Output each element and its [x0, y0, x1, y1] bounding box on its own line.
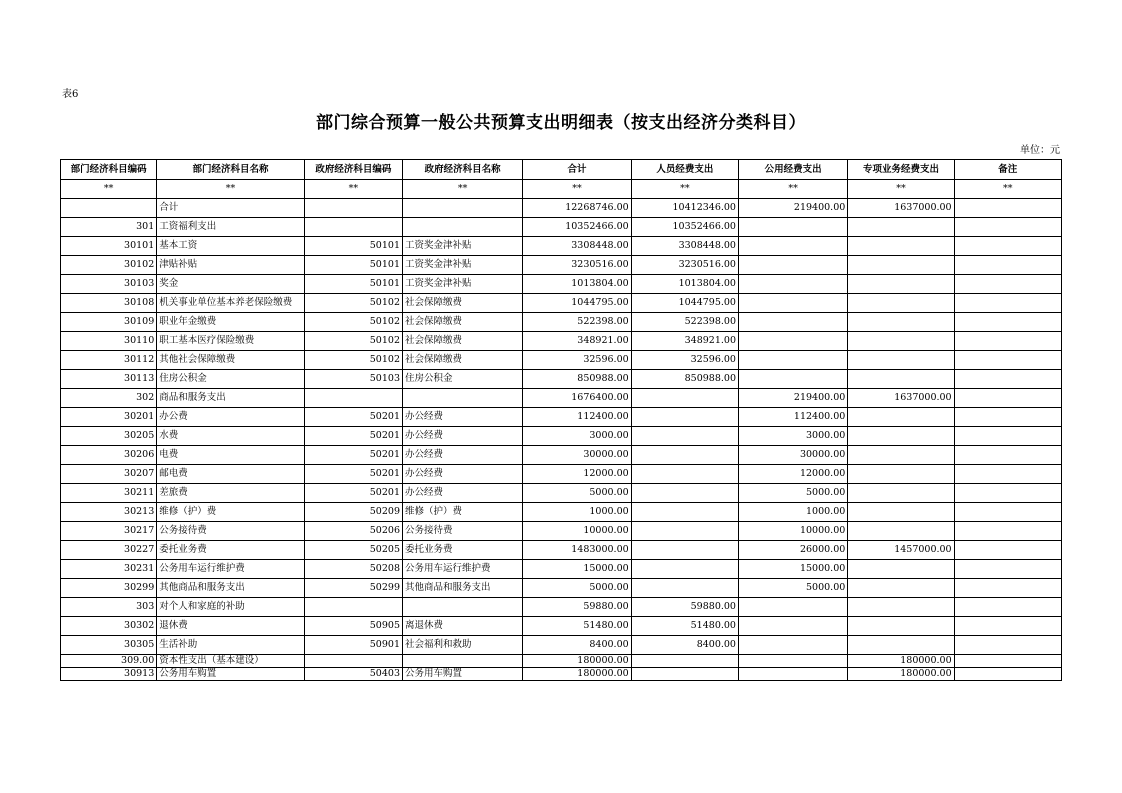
header-gov-code: 政府经济科目编码	[304, 160, 402, 180]
personnel-cell: 10352466.00	[631, 218, 738, 237]
total-cell: 1676400.00	[523, 389, 631, 408]
total-cell: 10000.00	[523, 522, 631, 541]
dept-code-cell: 30206	[61, 446, 157, 465]
gov-name-cell: 社会保障缴费	[403, 351, 523, 370]
table-row	[61, 408, 1062, 427]
gov-code-cell: 50201	[304, 465, 402, 484]
total-cell: 5000.00	[523, 579, 631, 598]
table-row	[61, 237, 1062, 256]
gov-code-cell	[304, 199, 402, 218]
total-cell: 3000.00	[523, 427, 631, 446]
remark-cell	[954, 465, 1061, 484]
header-special: 专项业务经费支出	[848, 160, 954, 180]
special-cell	[848, 617, 954, 636]
public-cell: 30000.00	[738, 446, 847, 465]
gov-code-cell: 50208	[304, 560, 402, 579]
dept-code-cell: 30231	[61, 560, 157, 579]
table-row	[61, 668, 1062, 681]
dept-name-cell: 差旅费	[157, 484, 304, 503]
special-cell	[848, 484, 954, 503]
personnel-cell	[631, 446, 738, 465]
placeholder-row	[61, 180, 1062, 199]
special-cell	[848, 598, 954, 617]
gov-name-cell: 工资奖金津补贴	[403, 256, 523, 275]
dept-name-cell: 电费	[157, 446, 304, 465]
gov-code-cell: 50103	[304, 370, 402, 389]
dept-name-cell: 资本性支出（基本建设）	[157, 655, 304, 668]
public-cell	[738, 351, 847, 370]
star-cell: **	[157, 180, 304, 199]
remark-cell	[954, 484, 1061, 503]
special-cell	[848, 218, 954, 237]
dept-name-cell: 委托业务费	[157, 541, 304, 560]
gov-code-cell	[304, 598, 402, 617]
gov-code-cell	[304, 389, 402, 408]
public-cell: 5000.00	[738, 579, 847, 598]
public-cell	[738, 332, 847, 351]
dept-name-cell: 公务用车购置	[157, 668, 304, 681]
total-cell: 10352466.00	[523, 218, 631, 237]
gov-name-cell	[403, 655, 523, 668]
dept-code-cell: 30913	[61, 668, 157, 681]
public-cell: 10000.00	[738, 522, 847, 541]
dept-code-cell: 30101	[61, 237, 157, 256]
table-row	[61, 579, 1062, 598]
remark-cell	[954, 370, 1061, 389]
dept-code-cell: 30207	[61, 465, 157, 484]
special-cell	[848, 446, 954, 465]
personnel-cell	[631, 427, 738, 446]
dept-name-cell: 工资福利支出	[157, 218, 304, 237]
gov-name-cell: 其他商品和服务支出	[403, 579, 523, 598]
dept-name-cell: 公务接待费	[157, 522, 304, 541]
gov-code-cell	[304, 218, 402, 237]
dept-code-cell: 30103	[61, 275, 157, 294]
dept-name-cell: 公务用车运行维护费	[157, 560, 304, 579]
header-remark: 备注	[954, 160, 1061, 180]
gov-name-cell: 办公经费	[403, 408, 523, 427]
gov-name-cell: 办公经费	[403, 427, 523, 446]
remark-cell	[954, 655, 1061, 668]
remark-cell	[954, 617, 1061, 636]
special-cell	[848, 560, 954, 579]
total-cell: 30000.00	[523, 446, 631, 465]
total-cell: 51480.00	[523, 617, 631, 636]
public-cell	[738, 617, 847, 636]
special-cell: 1637000.00	[848, 199, 954, 218]
personnel-cell: 59880.00	[631, 598, 738, 617]
dept-name-cell: 奖金	[157, 275, 304, 294]
public-cell	[738, 370, 847, 389]
special-cell	[848, 579, 954, 598]
personnel-cell: 8400.00	[631, 636, 738, 655]
gov-name-cell: 委托业务费	[403, 541, 523, 560]
remark-cell	[954, 256, 1061, 275]
special-cell	[848, 294, 954, 313]
public-cell	[738, 237, 847, 256]
total-cell: 12268746.00	[523, 199, 631, 218]
total-cell: 180000.00	[523, 655, 631, 668]
table-row	[61, 503, 1062, 522]
table-row	[61, 427, 1062, 446]
total-cell: 59880.00	[523, 598, 631, 617]
table-row	[61, 332, 1062, 351]
remark-cell	[954, 237, 1061, 256]
special-cell: 1457000.00	[848, 541, 954, 560]
dept-code-cell: 30109	[61, 313, 157, 332]
personnel-cell: 10412346.00	[631, 199, 738, 218]
dept-code-cell: 30302	[61, 617, 157, 636]
remark-cell	[954, 541, 1061, 560]
dept-name-cell: 津贴补贴	[157, 256, 304, 275]
personnel-cell	[631, 655, 738, 668]
gov-code-cell: 50205	[304, 541, 402, 560]
gov-code-cell: 50101	[304, 275, 402, 294]
dept-name-cell: 水费	[157, 427, 304, 446]
dept-code-cell: 30217	[61, 522, 157, 541]
dept-name-cell: 机关事业单位基本养老保险缴费	[157, 294, 304, 313]
gov-name-cell: 公务用车购置	[403, 668, 523, 681]
dept-code-cell: 30110	[61, 332, 157, 351]
gov-name-cell: 社会保障缴费	[403, 332, 523, 351]
table-row	[61, 541, 1062, 560]
personnel-cell: 32596.00	[631, 351, 738, 370]
gov-code-cell: 50905	[304, 617, 402, 636]
gov-code-cell: 50201	[304, 427, 402, 446]
total-cell: 3308448.00	[523, 237, 631, 256]
dept-name-cell: 商品和服务支出	[157, 389, 304, 408]
public-cell: 5000.00	[738, 484, 847, 503]
special-cell	[848, 332, 954, 351]
public-cell: 3000.00	[738, 427, 847, 446]
dept-code-cell: 30227	[61, 541, 157, 560]
remark-cell	[954, 503, 1061, 522]
dept-name-cell: 其他商品和服务支出	[157, 579, 304, 598]
public-cell	[738, 636, 847, 655]
page-title: 部门综合预算一般公共预算支出明细表（按支出经济分类科目）	[316, 113, 806, 133]
table-row	[61, 389, 1062, 408]
dept-code-cell: 30299	[61, 579, 157, 598]
table-row	[61, 446, 1062, 465]
remark-cell	[954, 446, 1061, 465]
public-cell	[738, 668, 847, 681]
personnel-cell: 1044795.00	[631, 294, 738, 313]
special-cell: 180000.00	[848, 655, 954, 668]
header-gov-name: 政府经济科目名称	[403, 160, 523, 180]
personnel-cell	[631, 408, 738, 427]
dept-name-cell: 其他社会保障缴费	[157, 351, 304, 370]
header-row	[61, 160, 1062, 180]
gov-code-cell: 50403	[304, 668, 402, 681]
dept-name-cell: 合计	[157, 199, 304, 218]
table-body	[61, 199, 1062, 681]
dept-code-cell: 309.00	[61, 655, 157, 668]
special-cell	[848, 275, 954, 294]
table-row	[61, 655, 1062, 668]
gov-name-cell: 社会保障缴费	[403, 294, 523, 313]
personnel-cell	[631, 668, 738, 681]
gov-name-cell: 维修（护）费	[403, 503, 523, 522]
table-row	[61, 617, 1062, 636]
table-row	[61, 465, 1062, 484]
gov-name-cell	[403, 199, 523, 218]
dept-code-cell: 30205	[61, 427, 157, 446]
gov-name-cell: 公务用车运行维护费	[403, 560, 523, 579]
remark-cell	[954, 408, 1061, 427]
star-cell: **	[631, 180, 738, 199]
dept-name-cell: 维修（护）费	[157, 503, 304, 522]
public-cell	[738, 598, 847, 617]
gov-code-cell: 50102	[304, 294, 402, 313]
personnel-cell	[631, 541, 738, 560]
public-cell: 12000.00	[738, 465, 847, 484]
star-cell: **	[304, 180, 402, 199]
total-cell: 1483000.00	[523, 541, 631, 560]
total-cell: 180000.00	[523, 668, 631, 681]
gov-name-cell	[403, 598, 523, 617]
special-cell	[848, 256, 954, 275]
gov-name-cell: 工资奖金津补贴	[403, 237, 523, 256]
public-cell	[738, 256, 847, 275]
dept-name-cell: 对个人和家庭的补助	[157, 598, 304, 617]
special-cell	[848, 503, 954, 522]
remark-cell	[954, 351, 1061, 370]
special-cell: 1637000.00	[848, 389, 954, 408]
table-row	[61, 598, 1062, 617]
total-cell: 348921.00	[523, 332, 631, 351]
table-row	[61, 256, 1062, 275]
public-cell	[738, 655, 847, 668]
total-cell: 1044795.00	[523, 294, 631, 313]
remark-cell	[954, 199, 1061, 218]
remark-cell	[954, 579, 1061, 598]
table-row	[61, 351, 1062, 370]
total-cell: 1013804.00	[523, 275, 631, 294]
total-cell: 522398.00	[523, 313, 631, 332]
table-row	[61, 294, 1062, 313]
dept-name-cell: 邮电费	[157, 465, 304, 484]
dept-name-cell: 职工基本医疗保险缴费	[157, 332, 304, 351]
remark-cell	[954, 218, 1061, 237]
personnel-cell	[631, 389, 738, 408]
personnel-cell: 3308448.00	[631, 237, 738, 256]
special-cell	[848, 408, 954, 427]
personnel-cell: 522398.00	[631, 313, 738, 332]
dept-code-cell: 30213	[61, 503, 157, 522]
dept-name-cell: 基本工资	[157, 237, 304, 256]
total-cell: 3230516.00	[523, 256, 631, 275]
table-row	[61, 218, 1062, 237]
remark-cell	[954, 560, 1061, 579]
dept-code-cell: 30113	[61, 370, 157, 389]
special-cell	[848, 351, 954, 370]
star-cell: **	[848, 180, 954, 199]
special-cell	[848, 427, 954, 446]
dept-code-cell: 301	[61, 218, 157, 237]
gov-code-cell	[304, 655, 402, 668]
dept-name-cell: 职业年金缴费	[157, 313, 304, 332]
special-cell	[848, 313, 954, 332]
gov-code-cell: 50201	[304, 408, 402, 427]
public-cell: 15000.00	[738, 560, 847, 579]
table-number-label: 表6	[62, 89, 79, 100]
public-cell: 26000.00	[738, 541, 847, 560]
gov-code-cell: 50101	[304, 256, 402, 275]
public-cell: 1000.00	[738, 503, 847, 522]
table-row	[61, 636, 1062, 655]
dept-code-cell: 303	[61, 598, 157, 617]
budget-detail-table	[60, 159, 1062, 681]
public-cell	[738, 275, 847, 294]
table-row	[61, 370, 1062, 389]
personnel-cell: 850988.00	[631, 370, 738, 389]
gov-code-cell: 50299	[304, 579, 402, 598]
gov-name-cell: 办公经费	[403, 484, 523, 503]
dept-name-cell: 住房公积金	[157, 370, 304, 389]
personnel-cell: 51480.00	[631, 617, 738, 636]
personnel-cell: 1013804.00	[631, 275, 738, 294]
header-total: 合计	[523, 160, 631, 180]
remark-cell	[954, 389, 1061, 408]
header-dept-name: 部门经济科目名称	[157, 160, 304, 180]
dept-code-cell: 302	[61, 389, 157, 408]
special-cell	[848, 636, 954, 655]
gov-code-cell: 50102	[304, 313, 402, 332]
public-cell: 112400.00	[738, 408, 847, 427]
special-cell	[848, 370, 954, 389]
dept-name-cell: 生活补助	[157, 636, 304, 655]
table-row	[61, 484, 1062, 503]
gov-name-cell: 办公经费	[403, 465, 523, 484]
total-cell: 8400.00	[523, 636, 631, 655]
gov-name-cell	[403, 218, 523, 237]
star-cell: **	[954, 180, 1061, 199]
special-cell	[848, 522, 954, 541]
gov-name-cell: 办公经费	[403, 446, 523, 465]
remark-cell	[954, 522, 1061, 541]
header-personnel: 人员经费支出	[631, 160, 738, 180]
dept-code-cell: 30211	[61, 484, 157, 503]
gov-code-cell: 50201	[304, 484, 402, 503]
dept-name-cell: 办公费	[157, 408, 304, 427]
remark-cell	[954, 636, 1061, 655]
remark-cell	[954, 598, 1061, 617]
star-cell: **	[61, 180, 157, 199]
gov-name-cell	[403, 389, 523, 408]
star-cell: **	[403, 180, 523, 199]
public-cell: 219400.00	[738, 199, 847, 218]
dept-code-cell: 30102	[61, 256, 157, 275]
special-cell	[848, 237, 954, 256]
total-cell: 5000.00	[523, 484, 631, 503]
personnel-cell	[631, 522, 738, 541]
remark-cell	[954, 313, 1061, 332]
personnel-cell: 348921.00	[631, 332, 738, 351]
personnel-cell	[631, 465, 738, 484]
header-dept-code: 部门经济科目编码	[61, 160, 157, 180]
special-cell: 180000.00	[848, 668, 954, 681]
remark-cell	[954, 427, 1061, 446]
table-row	[61, 522, 1062, 541]
gov-code-cell: 50201	[304, 446, 402, 465]
total-cell: 1000.00	[523, 503, 631, 522]
remark-cell	[954, 668, 1061, 681]
remark-cell	[954, 275, 1061, 294]
gov-name-cell: 离退休费	[403, 617, 523, 636]
public-cell	[738, 294, 847, 313]
dept-name-cell: 退休费	[157, 617, 304, 636]
personnel-cell	[631, 484, 738, 503]
gov-name-cell: 公务接待费	[403, 522, 523, 541]
dept-code-cell: 30112	[61, 351, 157, 370]
table-row	[61, 313, 1062, 332]
remark-cell	[954, 294, 1061, 313]
total-cell: 12000.00	[523, 465, 631, 484]
gov-code-cell: 50101	[304, 237, 402, 256]
dept-code-cell: 30305	[61, 636, 157, 655]
gov-code-cell: 50206	[304, 522, 402, 541]
total-cell: 112400.00	[523, 408, 631, 427]
personnel-cell	[631, 503, 738, 522]
personnel-cell	[631, 560, 738, 579]
dept-code-cell: 30108	[61, 294, 157, 313]
remark-cell	[954, 332, 1061, 351]
total-cell: 32596.00	[523, 351, 631, 370]
personnel-cell: 3230516.00	[631, 256, 738, 275]
public-cell	[738, 313, 847, 332]
star-cell: **	[738, 180, 847, 199]
unit-label: 单位：元	[1020, 145, 1060, 156]
special-cell	[848, 465, 954, 484]
total-cell: 15000.00	[523, 560, 631, 579]
total-cell: 850988.00	[523, 370, 631, 389]
dept-code-cell	[61, 199, 157, 218]
gov-name-cell: 工资奖金津补贴	[403, 275, 523, 294]
dept-code-cell: 30201	[61, 408, 157, 427]
table-row	[61, 199, 1062, 218]
gov-code-cell: 50901	[304, 636, 402, 655]
gov-name-cell: 住房公积金	[403, 370, 523, 389]
gov-name-cell: 社会保障缴费	[403, 313, 523, 332]
personnel-cell	[631, 579, 738, 598]
gov-code-cell: 50209	[304, 503, 402, 522]
table-row	[61, 560, 1062, 579]
gov-code-cell: 50102	[304, 332, 402, 351]
public-cell: 219400.00	[738, 389, 847, 408]
gov-name-cell: 社会福利和救助	[403, 636, 523, 655]
gov-code-cell: 50102	[304, 351, 402, 370]
star-cell: **	[523, 180, 631, 199]
public-cell	[738, 218, 847, 237]
table-row	[61, 275, 1062, 294]
header-public: 公用经费支出	[738, 160, 847, 180]
